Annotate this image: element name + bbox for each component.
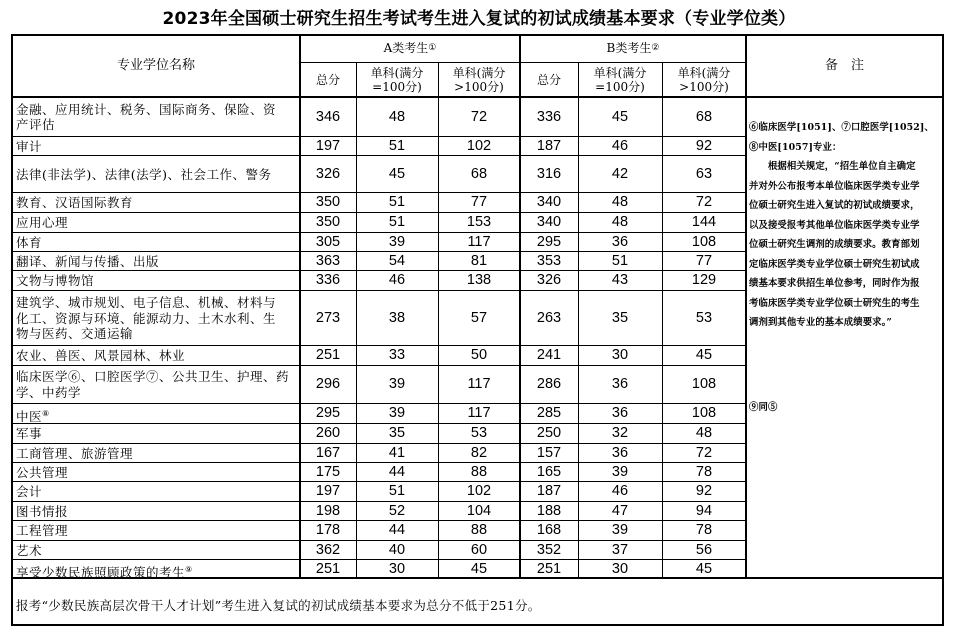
row-major-name [16, 167, 298, 183]
remarks-note-line: ⑧中医[1057]专业： [749, 141, 842, 153]
score-cell-b-s1: 43 [611, 272, 629, 288]
column-header-a-single-100-line-2: =100分) [372, 79, 422, 94]
score-cell-b-total: 263 [536, 309, 562, 326]
score-cell-a-s2: 81 [470, 252, 488, 269]
row-major-name-line: 翻译、新闻与传播、出版 [16, 253, 160, 269]
score-cell-a-s1: 46 [388, 272, 406, 288]
score-cell-b-s2: 68 [695, 108, 713, 125]
score-cell-b-s2: 72 [695, 194, 713, 210]
score-cell-b-total: 352 [536, 541, 562, 558]
score-cell-b-s1: 39 [611, 522, 629, 538]
score-cell-b-s2: 56 [695, 541, 713, 558]
column-header-a-single-gt100-line-2: >100分) [454, 79, 504, 94]
score-cell-a-total: 251 [315, 560, 341, 577]
score-cell-a-s2: 57 [470, 309, 488, 326]
row-major-name-line: 文物与博物馆 [16, 273, 95, 289]
score-cell-a-s1: 48 [388, 108, 406, 125]
row-major-name [16, 195, 298, 211]
row-major-name [16, 523, 298, 539]
footnote: 报考“少数民族高层次骨干人才计划”考生进入复试的初试成绩基本要求为总分不低于251分。 [16, 598, 541, 613]
score-cell-a-s1: 44 [388, 463, 406, 480]
score-cell-a-s2: 72 [470, 108, 488, 125]
row-major-name-line: 教育、汉语国际教育 [16, 195, 134, 211]
score-cell-b-s1: 30 [611, 347, 629, 363]
column-header-b-total [520, 62, 578, 97]
score-cell-b-s1: 35 [611, 309, 629, 326]
column-group-b-label: B类考生 [606, 41, 652, 55]
row-major-name [16, 215, 298, 231]
column-group-b-footnote-mark: ② [651, 43, 660, 53]
remarks-note-line: 调剂到其他专业的基本成绩要求。” [749, 317, 892, 328]
score-cell-b-s2: 53 [695, 309, 713, 326]
column-header-a-single-100-line-1: 单科(满分 [370, 65, 424, 80]
score-cell-b-s1: 39 [611, 463, 629, 480]
row-major-name-line: 物与医药、交通运输 [16, 326, 134, 342]
remarks-note-line: 考临床医学类专业学位硕士研究生的考生 [749, 297, 920, 309]
column-header-a-single-gt100 [438, 62, 520, 97]
row-major-name-line: 军事 [16, 426, 43, 442]
row-major-name [16, 235, 298, 251]
remarks-note-line: 并对外公布报考本单位临床医学类专业学 [749, 180, 920, 192]
score-cell-a-s2: 117 [467, 376, 491, 392]
score-cell-a-s1: 51 [388, 194, 406, 210]
column-header-b-single-gt100-line-2: >100分) [679, 79, 729, 94]
row-major-name-line: 艺术 [16, 542, 43, 558]
score-cell-a-s2: 68 [470, 165, 488, 182]
remarks-note [749, 118, 941, 333]
score-cell-a-s1: 39 [388, 376, 406, 392]
score-cell-b-s2: 45 [695, 347, 713, 363]
row-major-name-line: 建筑学、城市规划、电子信息、机械、材料与 [16, 295, 277, 311]
score-cell-a-total: 350 [315, 214, 341, 230]
column-group-b [520, 34, 746, 62]
score-cell-a-s2: 117 [467, 405, 491, 421]
row-major-name [16, 254, 298, 270]
score-cell-a-s2: 102 [466, 483, 492, 499]
score-cell-a-s1: 38 [388, 309, 406, 326]
row-major-name-line: 产评估 [16, 117, 56, 133]
row-major-name [16, 406, 298, 425]
score-cell-b-total: 295 [536, 233, 562, 250]
row-major-name [16, 295, 298, 342]
column-group-a-footnote-mark: ① [428, 43, 437, 53]
row-major-name-line: 临床医学⑥、口腔医学⑦、公共卫生、护理、药 [16, 369, 290, 385]
score-cell-b-s2: 129 [691, 272, 717, 288]
score-cell-a-s1: 39 [388, 233, 406, 250]
score-cell-b-s2: 72 [695, 444, 713, 461]
row-major-name-line: 金融、应用统计、税务、国际商务、保险、资 [16, 101, 277, 117]
score-cell-b-s1: 47 [611, 502, 629, 519]
score-cell-a-total: 273 [315, 309, 341, 326]
score-cell-b-s2: 144 [691, 214, 717, 230]
score-cell-a-s1: 51 [388, 483, 406, 499]
score-cell-a-s1: 51 [388, 214, 406, 230]
score-cell-a-total: 295 [315, 405, 341, 421]
row-major-name-line: 学、中药学 [16, 384, 82, 400]
score-cell-b-s1: 36 [611, 233, 629, 250]
score-cell-b-s2: 63 [695, 165, 713, 182]
score-cell-b-s1: 42 [611, 165, 629, 182]
column-header-b-single-100-line-2: =100分) [595, 79, 645, 94]
score-cell-b-s1: 32 [611, 425, 629, 441]
score-cell-b-total: 285 [536, 405, 562, 421]
score-cell-b-s2: 78 [695, 522, 713, 538]
score-cell-b-total: 336 [536, 108, 562, 125]
score-cell-b-s1: 48 [611, 194, 629, 210]
score-cell-b-total: 316 [536, 165, 562, 182]
score-cell-a-s2: 45 [470, 560, 488, 577]
score-cell-b-total: 188 [536, 502, 562, 519]
row-major-name [16, 543, 298, 559]
score-cell-a-total: 251 [315, 347, 341, 363]
remarks-note-line: 位硕士研究生调剂的成绩要求。教育部划 [749, 239, 920, 250]
row-major-name-line: 应用心理 [16, 215, 69, 231]
row-footnote-mark: ⑨ [185, 564, 193, 574]
remarks-note-line: 定临床医学类专业学位硕士研究生初试成 [749, 258, 920, 270]
score-cell-b-total: 251 [536, 560, 562, 577]
score-cell-a-total: 362 [315, 541, 341, 558]
score-cell-a-total: 197 [315, 483, 341, 499]
score-cell-b-s1: 48 [611, 214, 629, 230]
score-cell-a-total: 346 [315, 108, 341, 125]
row-major-name [16, 562, 298, 581]
row-major-name-line: 享受少数民族照顾政策的考生⑨ [16, 564, 193, 580]
column-header-a-total-line-1: 总分 [315, 72, 340, 87]
score-cell-a-s2: 77 [470, 194, 488, 210]
score-cell-b-total: 187 [536, 137, 562, 154]
score-cell-a-s1: 44 [388, 522, 406, 538]
score-cell-b-s2: 108 [691, 233, 717, 250]
row-major-name [16, 139, 298, 155]
remarks-note-line: 位硕士研究生进入复试的初试成绩要求， [749, 200, 920, 211]
score-cell-a-s1: 30 [388, 560, 406, 577]
remarks-note-line: 绩基本要求供招生单位参考，同时作为报 [749, 278, 920, 289]
score-cell-b-s2: 78 [695, 463, 713, 480]
row-major-name [16, 102, 298, 133]
column-header-a-single-100 [356, 62, 438, 97]
score-cell-b-s1: 30 [611, 560, 629, 577]
score-cell-a-total: 350 [315, 194, 341, 210]
row-major-name [16, 369, 298, 400]
column-group-a-label: A类考生 [383, 41, 429, 55]
score-cell-b-s2: 48 [695, 425, 713, 441]
row-major-name-line: 工商管理、旅游管理 [16, 445, 134, 461]
score-cell-a-s2: 117 [467, 233, 491, 250]
row-major-name-line: 图书情报 [16, 503, 69, 519]
row-major-name-line: 公共管理 [16, 464, 69, 480]
score-cell-b-total: 340 [536, 214, 562, 230]
score-cell-b-s1: 45 [611, 108, 629, 125]
score-cell-b-s1: 36 [611, 405, 629, 421]
column-header-b-single-100-line-1: 单科(满分 [593, 65, 647, 80]
column-header-a-total [300, 62, 356, 97]
score-cell-a-s1: 40 [388, 541, 406, 558]
score-cell-b-s2: 94 [695, 502, 713, 519]
score-cell-b-total: 241 [536, 347, 562, 363]
score-cell-b-total: 353 [536, 252, 562, 269]
score-cell-a-total: 198 [315, 502, 341, 519]
row-major-name [16, 504, 298, 520]
score-cell-b-total: 340 [536, 194, 562, 210]
column-header-b-single-100 [578, 62, 662, 97]
row-major-name-line: 农业、兽医、风景园林、林业 [16, 348, 186, 364]
row-major-name-line: 会计 [16, 484, 43, 500]
score-cell-b-total: 286 [536, 376, 562, 392]
score-cell-b-total: 157 [536, 444, 562, 461]
score-cell-a-s2: 153 [466, 214, 492, 230]
score-cell-b-total: 165 [536, 463, 562, 480]
score-cell-a-s1: 39 [388, 405, 406, 421]
score-cell-a-s2: 53 [470, 425, 488, 441]
row-major-name-line: 法律(非法学)、法律(法学)、社会工作、警务 [16, 166, 272, 182]
score-cell-a-s1: 54 [388, 252, 406, 269]
remarks-note-reference: ⑨同⑤ [749, 402, 778, 413]
page-title: 2023年全国硕士研究生招生考试考生进入复试的初试成绩基本要求（专业学位类） [162, 9, 796, 29]
score-cell-b-s2: 92 [695, 483, 713, 499]
score-cell-b-s1: 46 [611, 483, 629, 499]
score-cell-b-s2: 108 [691, 405, 717, 421]
score-cell-a-total: 178 [315, 522, 341, 538]
row-major-name [16, 348, 298, 364]
score-cell-b-s1: 46 [611, 137, 629, 154]
score-cell-b-total: 187 [536, 483, 562, 499]
column-header-b-single-gt100 [662, 62, 746, 97]
score-cell-a-s2: 82 [470, 444, 488, 461]
score-cell-a-total: 197 [315, 137, 341, 154]
score-cell-a-total: 363 [315, 252, 341, 269]
score-cell-a-total: 175 [315, 463, 341, 480]
column-header-remarks: 备 注 [824, 57, 864, 73]
row-major-name [16, 484, 298, 500]
score-cell-b-s2: 77 [695, 252, 713, 269]
score-cell-b-s1: 36 [611, 444, 629, 461]
row-major-name [16, 465, 298, 481]
score-cell-a-total: 336 [315, 272, 341, 288]
remarks-note-line: ⑥临床医学[1051]、⑦口腔医学[1052]、 [749, 122, 934, 133]
score-cell-b-total: 326 [536, 272, 562, 288]
column-group-a [300, 34, 520, 62]
score-cell-a-s1: 33 [388, 347, 406, 363]
score-cell-a-s2: 88 [470, 522, 488, 538]
score-cell-a-s1: 45 [388, 165, 406, 182]
score-cell-b-s1: 36 [611, 376, 629, 392]
score-cell-a-total: 260 [315, 425, 341, 441]
score-cell-b-total: 250 [536, 425, 562, 441]
score-cell-a-s2: 104 [466, 502, 492, 519]
column-header-b-total-line-1: 总分 [536, 72, 561, 87]
row-major-name [16, 426, 298, 442]
score-cell-a-s2: 102 [466, 137, 492, 154]
score-cell-a-total: 296 [315, 376, 341, 392]
score-cell-a-s1: 52 [388, 502, 406, 519]
score-cell-b-s2: 45 [695, 560, 713, 577]
score-cell-a-total: 167 [315, 444, 341, 461]
remarks-note-line: 以及接受报考其他单位临床医学类专业学 [749, 219, 920, 231]
remarks-note-line: 根据相关规定，“招生单位自主确定 [749, 161, 916, 172]
score-cell-b-s1: 37 [611, 541, 629, 558]
score-cell-a-total: 326 [315, 165, 341, 182]
row-major-name-line: 化工、资源与环境、能源动力、土木水利、生 [16, 310, 277, 326]
score-cell-b-s2: 108 [691, 376, 717, 392]
score-cell-a-s1: 35 [388, 425, 406, 441]
score-cell-a-s1: 41 [388, 444, 406, 461]
row-footnote-mark: ⑧ [42, 409, 50, 419]
row-major-name-line: 体育 [16, 234, 43, 250]
row-major-name [16, 273, 298, 289]
score-cell-a-s1: 51 [388, 137, 406, 154]
row-major-name-line: 中医⑧ [16, 409, 50, 425]
score-cell-b-s2: 92 [695, 137, 713, 154]
score-cell-a-s2: 88 [470, 463, 488, 480]
score-cell-b-total: 168 [536, 522, 562, 538]
column-header-major-name: 专业学位名称 [116, 57, 195, 73]
row-major-name-line: 审计 [16, 138, 43, 154]
score-cell-a-total: 305 [315, 233, 341, 250]
column-header-a-single-gt100-line-1: 单科(满分 [452, 65, 506, 80]
row-major-name-line: 工程管理 [16, 523, 69, 539]
column-header-b-single-gt100-line-1: 单科(满分 [677, 65, 731, 80]
row-major-name [16, 446, 298, 462]
score-cell-b-s1: 51 [611, 252, 629, 269]
score-cell-a-s2: 138 [466, 272, 492, 288]
score-cell-a-s2: 50 [470, 347, 488, 363]
score-cell-a-s2: 60 [470, 541, 488, 558]
